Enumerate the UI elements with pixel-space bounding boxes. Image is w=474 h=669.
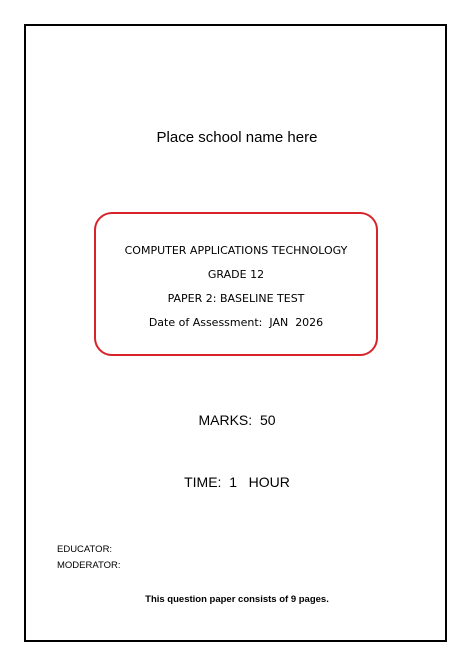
time-line: [0, 474, 474, 490]
time-label: TIME:: [184, 474, 222, 490]
school-name: Place school name here: [156, 129, 318, 146]
marks-value: 50: [259, 412, 276, 428]
educator-label: EDUCATOR:: [57, 544, 113, 555]
moderator-label: MODERATOR:: [57, 560, 121, 571]
paper-label: PAPER 2: BASELINE TEST: [167, 292, 305, 305]
subject-title: COMPUTER APPLICATIONS TECHNOLOGY: [124, 244, 348, 257]
marks-label: MARKS:: [198, 412, 253, 428]
marks-line: [0, 412, 474, 428]
page-count-note: This question paper consists of 9 pages.: [145, 594, 329, 605]
assessment-date: [96, 316, 376, 329]
grade-label: GRADE 12: [207, 268, 265, 281]
assessment-date-label: Date of Assessment:: [148, 316, 263, 329]
title-box: [94, 212, 378, 356]
time-value: 1 HOUR: [229, 474, 290, 490]
assessment-date-value: JAN 2026: [269, 316, 324, 329]
